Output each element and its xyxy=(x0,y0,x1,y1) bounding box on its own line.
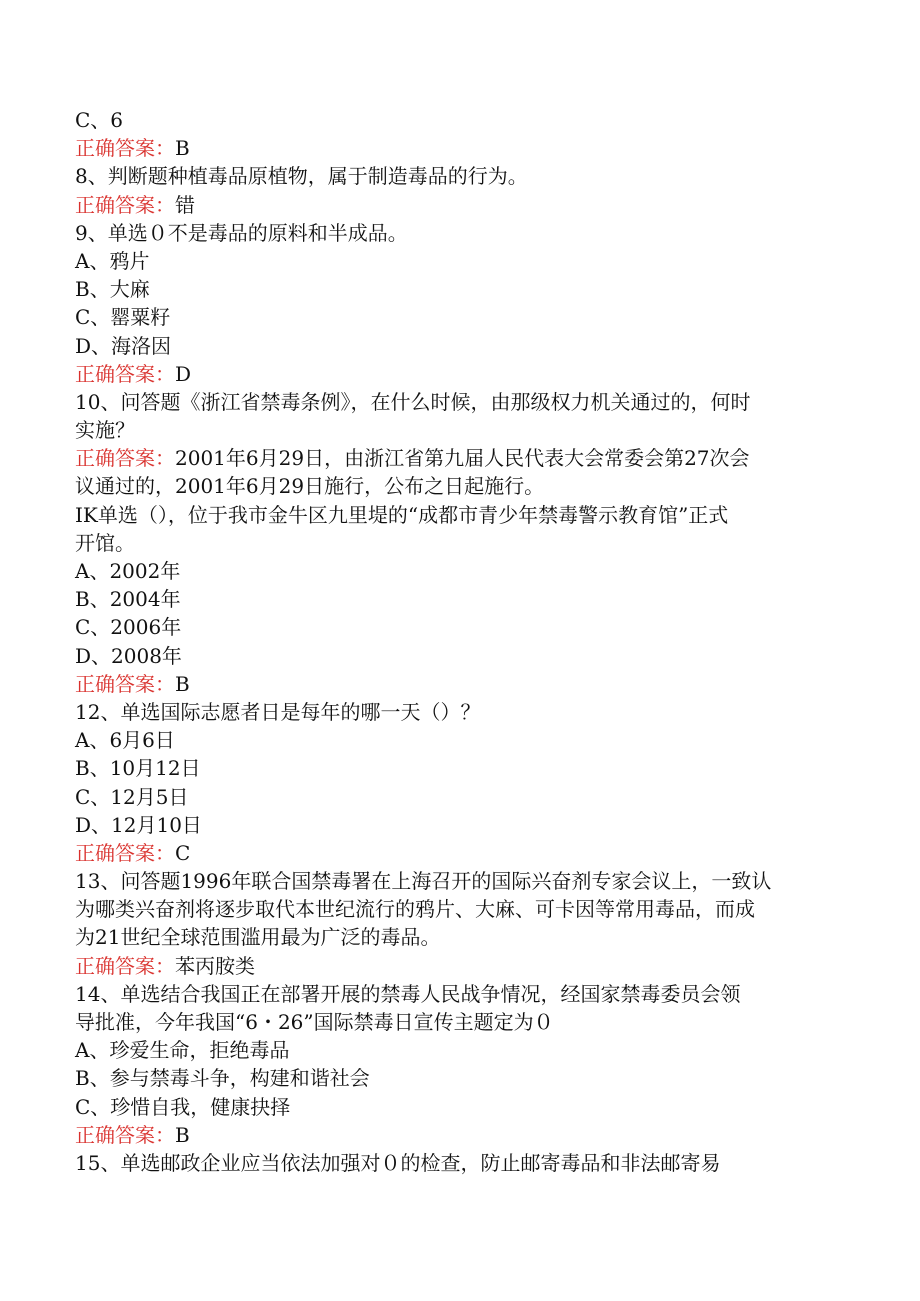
text-line: C、12月5日 xyxy=(75,784,189,809)
text-line: 开馆。 xyxy=(75,530,135,555)
answer-value: B xyxy=(175,136,190,161)
text-line: A、2002年 xyxy=(75,559,181,583)
answer-value: D xyxy=(175,361,192,386)
answer-line xyxy=(75,191,835,219)
answer-line xyxy=(75,444,835,472)
answer-value: 2001年6月29日，由浙江省第九届人民代表大会常委会第27次会 xyxy=(175,446,750,471)
answer-label: 正确答案： xyxy=(75,361,175,386)
text-line: B、2004年 xyxy=(75,587,181,612)
answer-line xyxy=(75,1121,835,1149)
text-line: C、2006年 xyxy=(75,615,182,640)
text-line: D、12月10日 xyxy=(75,812,202,837)
answer-label: 正确答案： xyxy=(75,136,175,161)
answer-line xyxy=(75,952,835,980)
answer-label: 正确答案： xyxy=(75,446,175,471)
text-line: 议通过的，2001年6月29日施行，公布之日起施行。 xyxy=(75,474,545,499)
text-line: 导批准，今年我国“6・26”国际禁毒日宣传主题定为０ xyxy=(75,1010,554,1034)
document-body xyxy=(75,106,835,1177)
text-line: 8、判断题种植毒品原植物，属于制造毒品的行为。 xyxy=(75,164,528,189)
text-line: 12、单选国际志愿者日是每年的哪一天（）？ xyxy=(75,699,481,724)
answer-value: C xyxy=(175,840,191,865)
text-line: B、大麻 xyxy=(75,277,150,302)
text-line: C、珍惜自我，健康抉择 xyxy=(75,1094,291,1119)
text-line: D、2008年 xyxy=(75,643,182,668)
answer-label: 正确答案： xyxy=(75,671,175,696)
answer-line xyxy=(75,839,835,867)
answer-line xyxy=(75,134,835,162)
text-line: A、鸦片 xyxy=(75,248,150,273)
text-line: 15、单选邮政企业应当依法加强对０的检查，防止邮寄毒品和非法邮寄易 xyxy=(75,1150,721,1175)
text-line: C、罂粟籽 xyxy=(75,305,171,330)
answer-value: 苯丙胺类 xyxy=(175,953,255,978)
text-line: B、参与禁毒斗争，构建和谐社会 xyxy=(75,1066,370,1091)
text-line: 实施？ xyxy=(75,418,135,443)
answer-label: 正确答案： xyxy=(75,192,175,217)
text-line: 为21世纪全球范围滥用最为广泛的毒品。 xyxy=(75,925,441,950)
text-line: 9、单选０不是毒品的原料和半成品。 xyxy=(75,220,408,245)
answer-label: 正确答案： xyxy=(75,1122,175,1147)
answer-label: 正确答案： xyxy=(75,953,175,978)
text-line: A、6月6日 xyxy=(75,728,175,753)
text-line: 为哪类兴奋剂将逐步取代本世纪流行的鸦片、大麻、可卡因等常用毒品，而成 xyxy=(75,897,755,922)
text-line: IK单选（），位于我市金牛区九里堤的“成都市青少年禁毒警示教育馆”正式 xyxy=(75,502,729,527)
text-line: 13、问答题1996年联合国禁毒署在上海召开的国际兴奋剂专家会议上，一致认 xyxy=(75,869,772,894)
answer-value: B xyxy=(175,671,190,696)
text-line: 14、单选结合我国正在部署开展的禁毒人民战争情况，经国家禁毒委员会领 xyxy=(75,981,741,1006)
answer-line xyxy=(75,670,835,698)
answer-value: 错 xyxy=(175,192,195,217)
text-line: C、6 xyxy=(75,108,124,132)
text-line: 10、问答题《浙江省禁毒条例》，在什么时候，由那级权力机关通过的，何时 xyxy=(75,389,751,414)
text-line: B、10月12日 xyxy=(75,756,201,781)
text-line: A、珍爱生命，拒绝毒品 xyxy=(75,1038,290,1063)
answer-value: B xyxy=(175,1122,190,1147)
answer-line xyxy=(75,360,835,388)
text-line: D、海洛因 xyxy=(75,333,172,358)
answer-label: 正确答案： xyxy=(75,840,175,865)
